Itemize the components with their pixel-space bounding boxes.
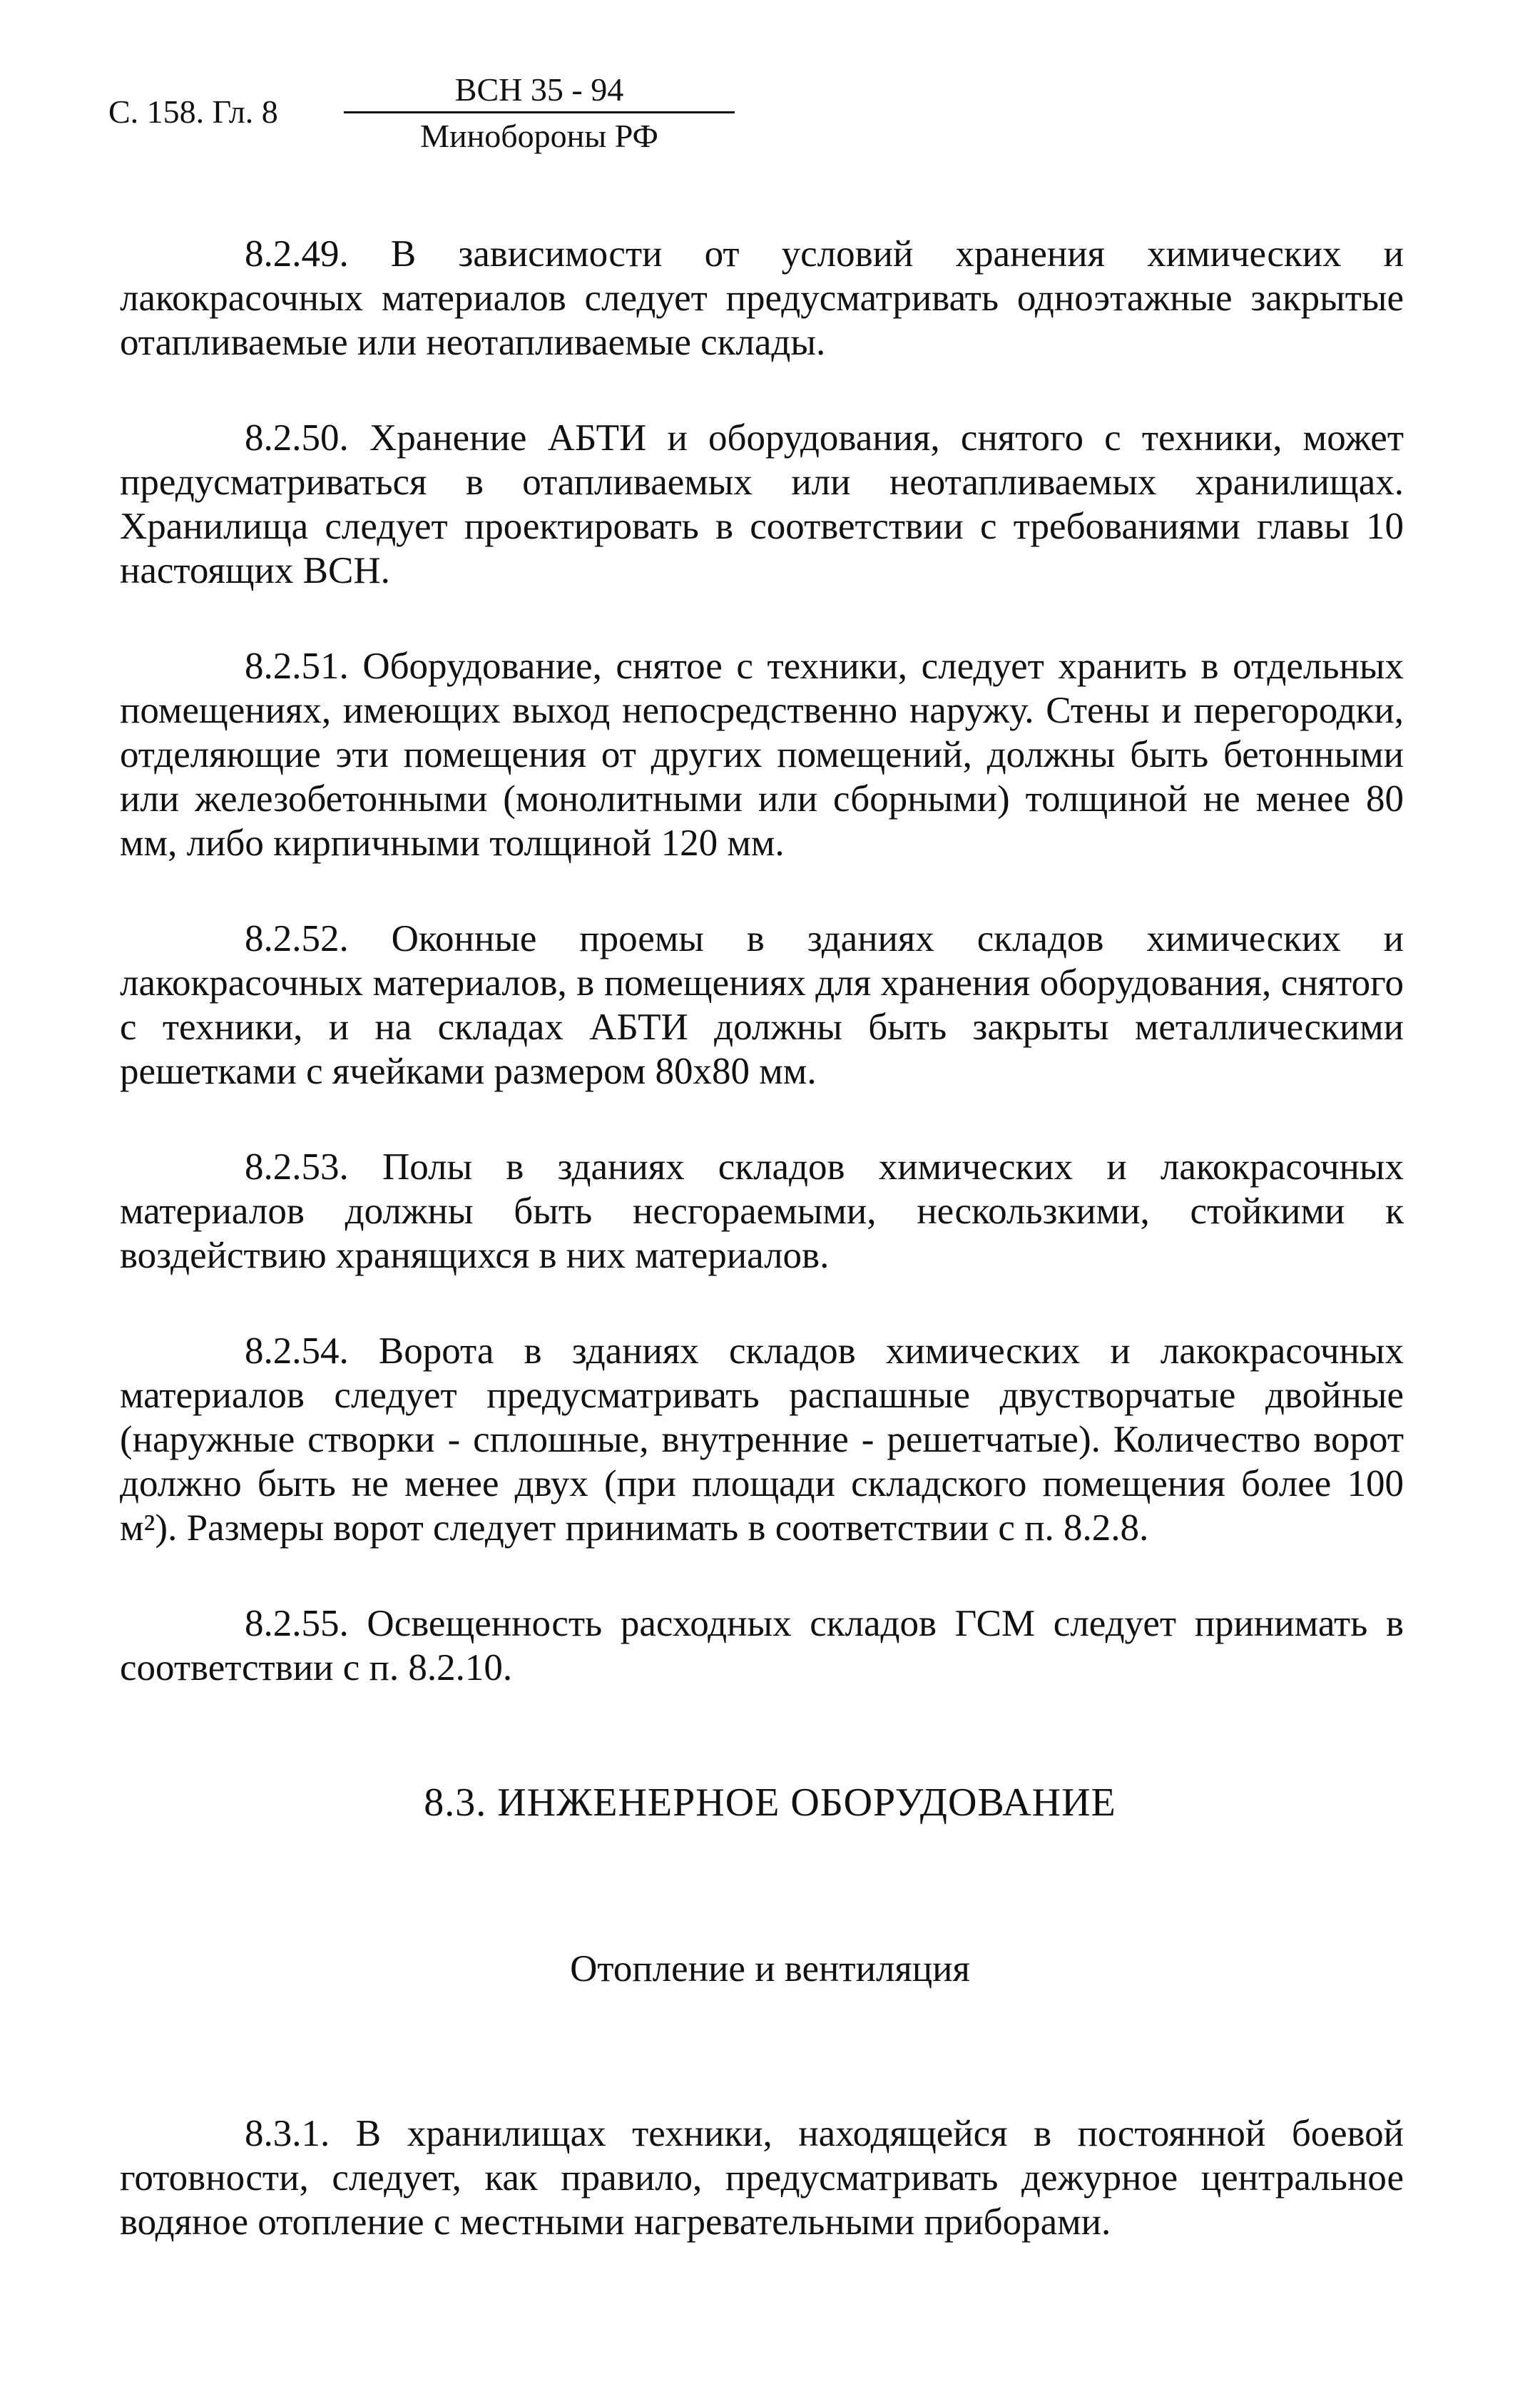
body-text	[120, 232, 1404, 1690]
document-code-block	[344, 71, 735, 155]
document-code: ВСН 35 - 94	[454, 71, 624, 108]
issuing-organization: Минобороны РФ	[420, 118, 658, 154]
paragraph-8-2-51: 8.2.51. Оборудование, снятое с техники, следует хранить в отдельных помещениях, имеющих выход непосредственно наружу. Стены и перегородки, отделяющие эти помещения от других помещений, должны быть бетонными или железобетонными (монолитными или сборными) толщиной не менее 80 мм, либо кирпичными толщиной 120 мм.	[120, 646, 1404, 864]
paragraph-8-2-54: 8.2.54. Ворота в зданиях складов химических и лакокрасочных материалов следует предусматривать распашные двустворчатые двойные (наружные створки - сплошные, внутренние - решетчатые). Количество ворот должно быть не менее двух (при площади складского помещения более 100 м²). Размеры ворот следует принимать в соответствии с п. 8.2.8.	[120, 1330, 1404, 1549]
paragraph-8-2-49: 8.2.49. В зависимости от условий хранения химических и лакокрасочных материалов следует предусматривать одноэтажные закрытые отапливаемые или неотапливаемые склады.	[120, 233, 1404, 363]
paragraph-8-3-1: 8.3.1. В хранилищах техники, находящейся в постоянной боевой готовности, следует, как правило, предусматривать дежурное центральное водяное отопление с местными нагревательными приборами.	[120, 2113, 1404, 2243]
section-heading: 8.3. ИНЖЕНЕРНОЕ ОБОРУДОВАНИЕ	[424, 1781, 1116, 1825]
paragraph-8-2-52: 8.2.52. Оконные проемы в зданиях складов химических и лакокрасочных материалов, в помещениях для хранения оборудования, снятого с техники, и на складах АБТИ должны быть закрыты металлическими решетками с ячейками размером 80х80 мм.	[120, 918, 1404, 1092]
subsection-heading: Отопление и вентиляция	[570, 1948, 970, 1990]
page-reference: С. 158. Гл. 8	[108, 93, 278, 130]
paragraph-8-2-53: 8.2.53. Полы в зданиях складов химических и лакокрасочных материалов должны быть несгораемыми, нескользкими, стойкими к воздействию хранящихся в них материалов.	[120, 1146, 1404, 1276]
paragraph-8-2-55: 8.2.55. Освещенность расходных складов ГСМ следует принимать в соответствии с п. 8.2.10.	[120, 1603, 1404, 1688]
body-text-continued	[120, 2112, 1404, 2244]
header-divider	[344, 111, 735, 113]
paragraph-8-2-50: 8.2.50. Хранение АБТИ и оборудования, снятого с техники, может предусматриваться в отапливаемых или неотапливаемых хранилищах. Хранилища следует проектировать в соответствии с требованиями главы 10 настоящих ВСН.	[120, 417, 1404, 591]
